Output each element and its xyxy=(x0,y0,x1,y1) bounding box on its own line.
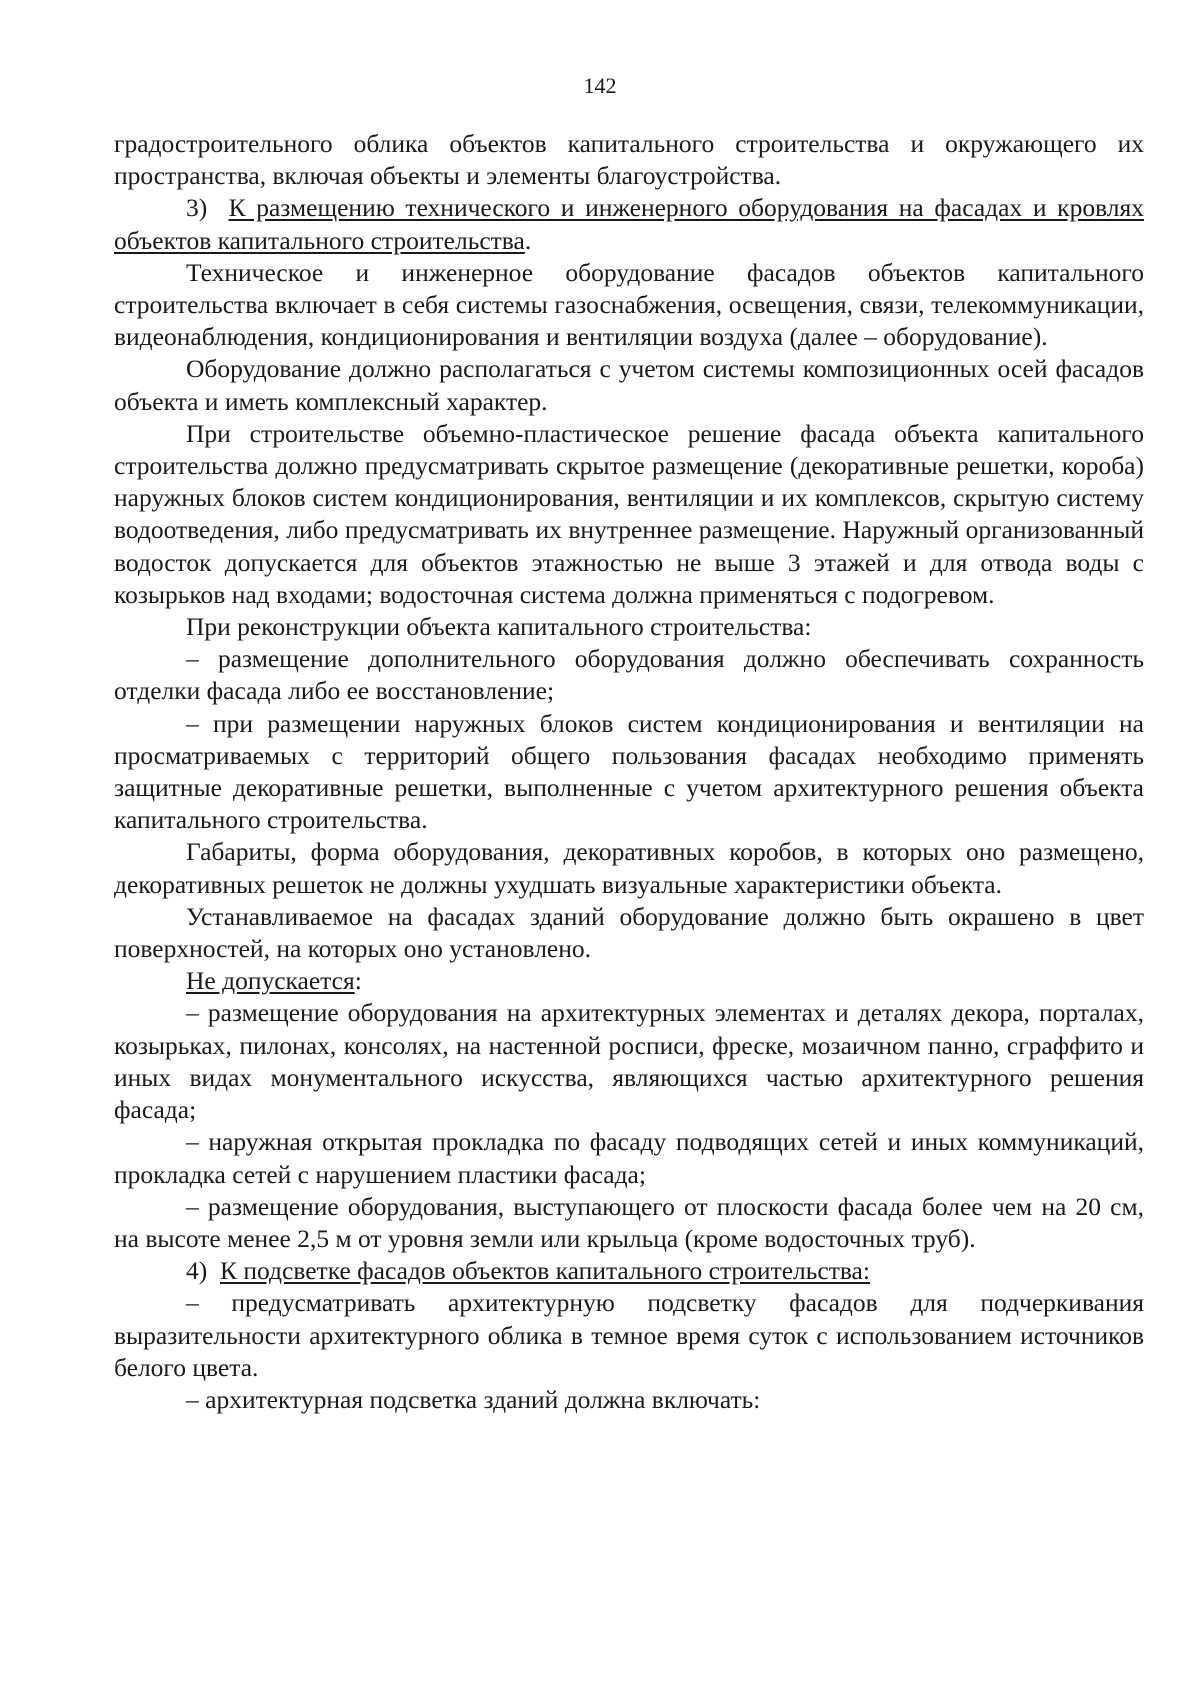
page-number: 142 xyxy=(583,73,617,98)
section-heading-3 xyxy=(114,192,1144,256)
list-item: – наружная открытая прокладка по фасаду подводящих сетей и иных коммуникаций, прокладка сетей с нарушением пластики фасада; xyxy=(114,1127,1144,1189)
section-number: 4) xyxy=(186,1256,220,1286)
list-item: – предусматривать архитектурную подсветку фасадов для подчеркивания выразительности архитектурного облика в темное время суток с использованием источников белого цвета. xyxy=(114,1288,1144,1382)
list-item: – архитектурная подсветка зданий должна включать: xyxy=(186,1384,761,1414)
paragraph: Устанавливаемое на фасадах зданий оборудование должно быть окрашено в цвет поверхностей, на которых оно установлено. xyxy=(114,901,1144,964)
section-heading-text: К подсветке фасадов объектов капитального строительства: xyxy=(220,1256,870,1286)
paragraph-continuation: градостроительного облика объектов капитального строительства и окружающего их пространства, включая объекты и элементы благоустройства. xyxy=(114,129,1144,191)
paragraph: При реконструкции объекта капитального строительства: xyxy=(186,612,812,642)
paragraph: Габариты, форма оборудования, декоративных коробов, в которых оно размещено, декоративных решеток не должны ухудшать визуальные характеристики объекта. xyxy=(114,837,1144,899)
document-body xyxy=(114,128,1144,1416)
section-heading-4 xyxy=(114,1255,1144,1287)
subheading-text: Не допускается xyxy=(186,966,355,996)
list-item: – размещение оборудования на архитектурных элементах и деталях декора, порталах, козырьках, пилонах, консолях, на настенной росписи, фреске, мозаичном панно, сграффито и иных видах монументального искусства, являющихся частью архитектурного решения фасада; xyxy=(114,998,1144,1125)
paragraph: Оборудование должно располагаться с учетом системы композиционных осей фасадов объекта и иметь комплексный характер. xyxy=(114,354,1144,416)
section-number: 3) xyxy=(186,193,229,223)
paragraph: При строительстве объемно-пластическое решение фасада объекта капитального строительства должно предусматривать скрытое размещение (декоративные решетки, короба) наружных блоков систем кондиционирования, вентиляции и их комплексов, скрытую систему водоотведения, либо предусматривать их внутреннее размещение. Наружный организованный водосток допускается для объектов этажностью не выше 3 этажей и для отвода воды с козырьков над входами; водосточная система должна применяться с подогревом. xyxy=(114,418,1144,609)
paragraph: Техническое и инженерное оборудование фасадов объектов капитального строительства включает в себя системы газоснабжения, освещения, связи, телекоммуникации, видеонаблюдения, кондиционирования и вентиляции воздуха (далее – оборудование). xyxy=(114,257,1144,352)
section-heading-text: К размещению технического и инженерного оборудования на фасадах и кровлях объектов капитального строительства xyxy=(114,193,1144,255)
subheading-not-allowed xyxy=(114,965,1144,997)
list-item: – при размещении наружных блоков систем кондиционирования и вентиляции на просматриваемых с территорий общего пользования фасадах необходимо применять защитные декоративные решетки, выполненные с учетом архитектурного решения объекта капитального строительства. xyxy=(114,708,1144,835)
section-heading-suffix: . xyxy=(524,225,532,255)
list-item: – размещение дополнительного оборудования должно обеспечивать сохранность отделки фасада либо ее восстановление; xyxy=(114,644,1144,706)
subheading-suffix: : xyxy=(354,966,362,996)
list-item: – размещение оборудования, выступающего от плоскости фасада более чем на 20 см, на высоте менее 2,5 м от уровня земли или крыльца (кроме водосточных труб). xyxy=(114,1191,1144,1253)
